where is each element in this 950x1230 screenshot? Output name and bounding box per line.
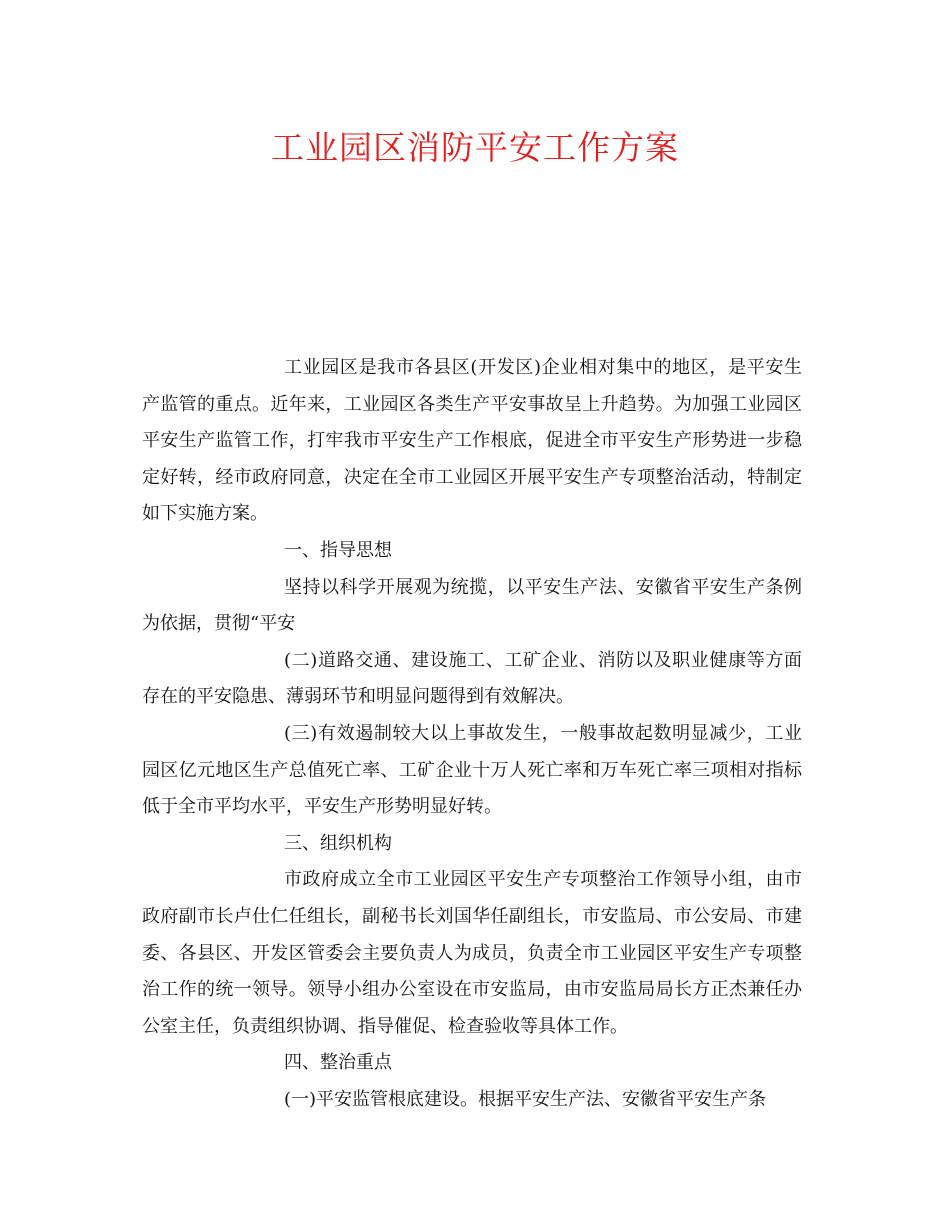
section-heading-key-points: 四、整治重点 <box>284 1052 392 1074</box>
goal-item-3: (三)有效遏制较大以上事故发生，一般事故起数明显减少，工业园区亿元地区生产总值死亡率、工矿企业十万人死亡率和万车死亡率三项相对指标低于全市平均水平，平安生产形势明显好转。 <box>142 722 802 818</box>
guiding-ideology-paragraph: 坚持以科学开展观为统揽，以平安生产法、安徽省平安生产条例为依据，贯彻“平安 <box>142 576 802 635</box>
document-title: 工业园区消防平安工作方案 <box>271 128 679 167</box>
key-point-item-1: (一)平安监管根底建设。根据平安生产法、安徽省平安生产条 <box>284 1088 767 1110</box>
section-heading-guiding-ideology: 一、指导思想 <box>284 539 392 561</box>
intro-paragraph: 工业园区是我市各县区(开发区)企业相对集中的地区，是平安生产监管的重点。近年来，工业园区各类生产平安事故呈上升趋势。为加强工业园区平安生产监管工作，打牢我市平安生产工作根底，促进全市平安生产形势进一步稳定好转，经市政府同意，决定在全市工业园区开展平安生产专项整治活动，特制定如下实施方案。 <box>142 357 802 525</box>
goal-item-2: (二)道路交通、建设施工、工矿企业、消防以及职业健康等方面存在的平安隐患、薄弱环节和明显问题得到有效解决。 <box>142 649 802 708</box>
organization-paragraph: 市政府成立全市工业园区平安生产专项整治工作领导小组，由市政府副市长卢仕仁任组长，副秘书长刘国华任副组长，市安监局、市公安局、市建委、各县区、开发区管委会主要负责人为成员，负责全市工业园区平安生产专项整治工作的统一领导。领导小组办公室设在市安监局，由市安监局局长方正杰兼任办公室主任，负责组织协调、指导催促、检查验收等具体工作。 <box>142 869 802 1037</box>
document-body <box>142 350 802 1118</box>
section-heading-organization: 三、组织机构 <box>284 832 392 854</box>
